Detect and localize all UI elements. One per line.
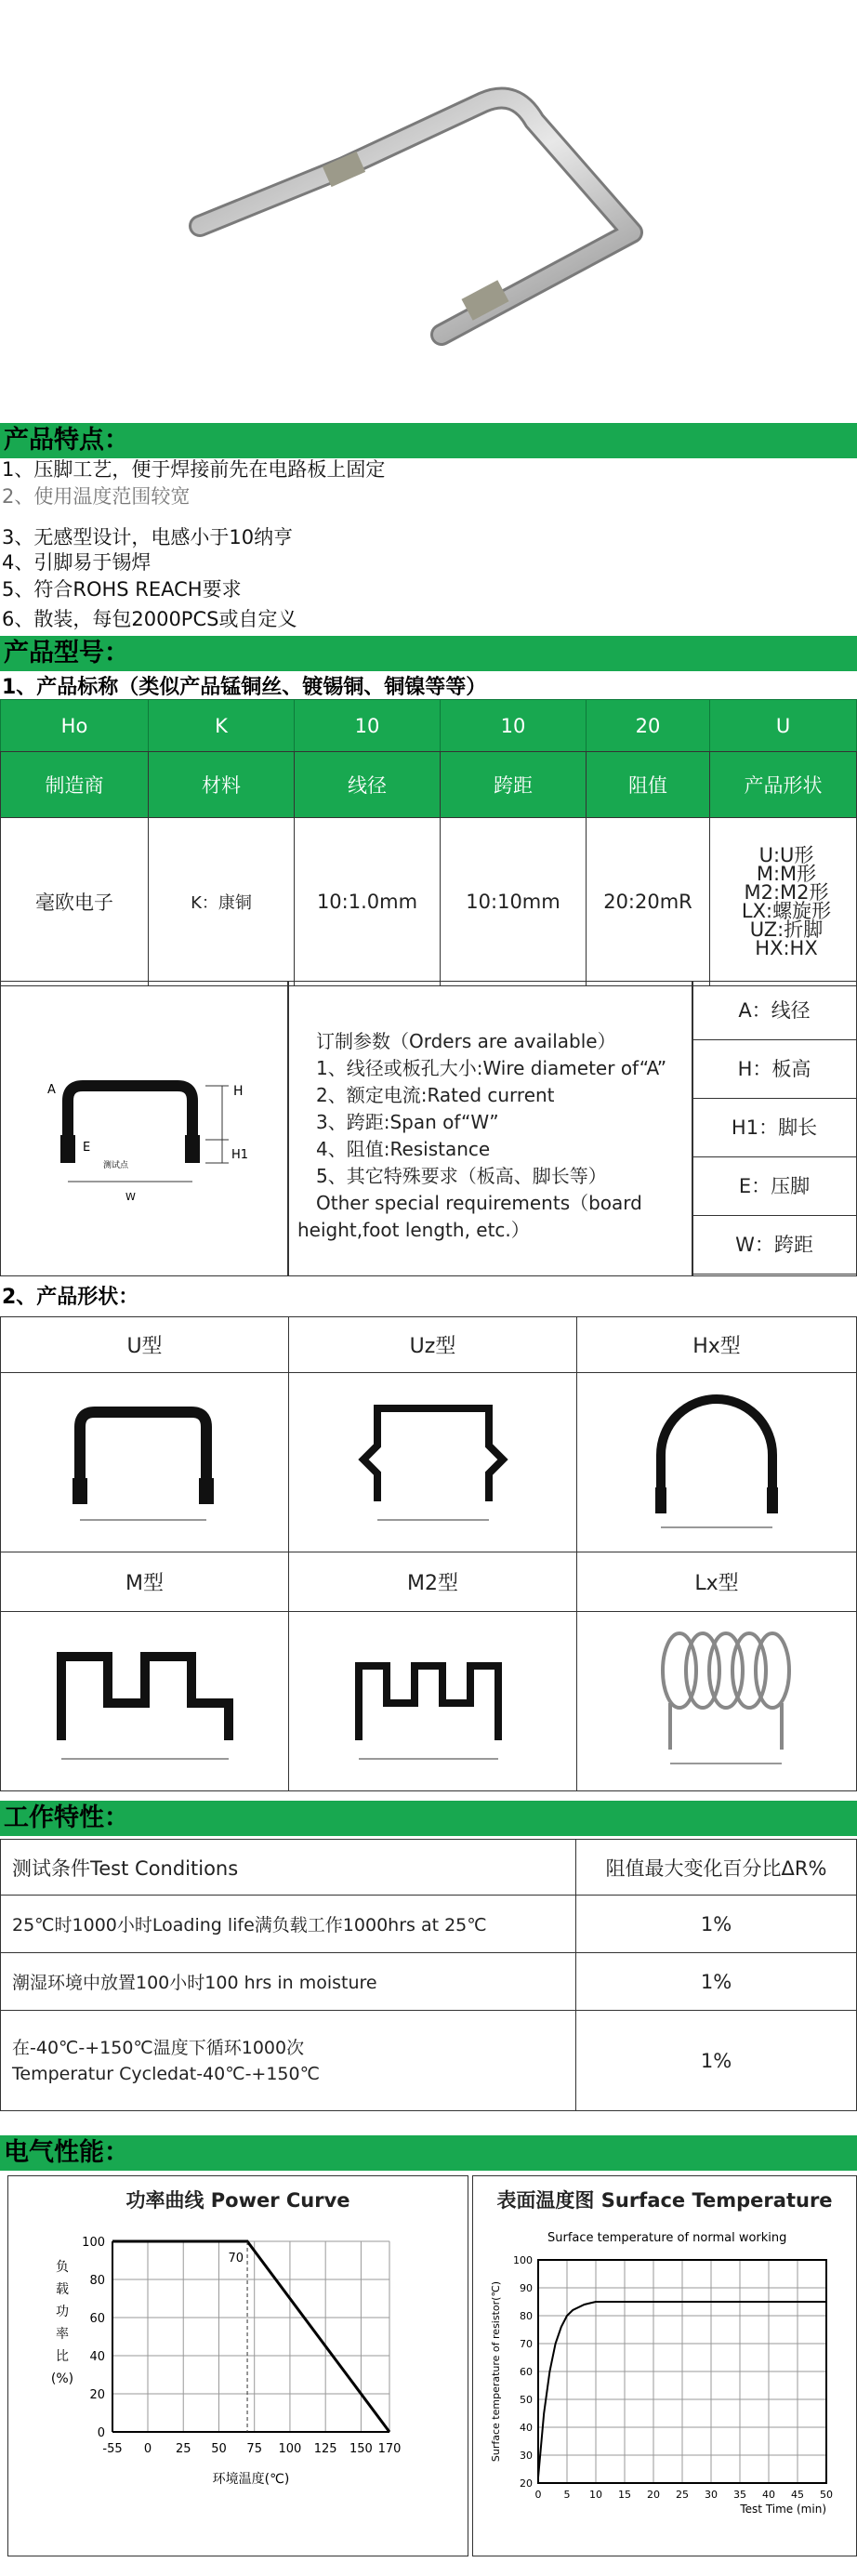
y-tick-label: 60: [89, 2312, 105, 2326]
y-axis-label: 负: [56, 2260, 69, 2275]
legend-item: H1：脚长: [692, 1099, 856, 1157]
order-params: [287, 981, 693, 1276]
code-cell: 20: [587, 700, 710, 753]
x-tick-label: 0: [143, 2442, 152, 2456]
test-point: 测试点: [103, 1161, 129, 1170]
value-cell: 20:20mR: [587, 818, 710, 986]
header-cell: 阻值: [587, 752, 710, 818]
y-tick-label: 70: [520, 2338, 533, 2350]
power-curve-title: 功率曲线 Power Curve: [125, 2189, 350, 2212]
feature-item: 3、无感型设计，电感小于10纳亨: [2, 526, 294, 548]
y-tick-label: 90: [520, 2282, 533, 2294]
shape-name: Uz型: [289, 1317, 577, 1373]
perf-value: 1%: [576, 2011, 857, 2111]
perf-cond: Temperatur Cycledat-40℃-+150℃: [12, 2063, 320, 2084]
shape-list-item: LX:螺旋形: [741, 900, 832, 922]
y-tick-label: 100: [513, 2254, 533, 2266]
performance-title: 工作特性：: [0, 1801, 857, 1836]
u-shape-dimension-diagram: [0, 981, 289, 1276]
y-tick-label: 30: [520, 2450, 533, 2462]
order-param: 3、跨距:Span of“W”: [316, 1111, 499, 1133]
y-axis-label: (%): [50, 2371, 74, 2386]
model-code-row: [0, 699, 857, 753]
order-param: 4、阻值:Resistance: [316, 1138, 491, 1160]
x-tick-label: 20: [647, 2489, 660, 2501]
y-tick-label: 40: [89, 2350, 105, 2364]
legend-item: E：压脚: [692, 1157, 856, 1216]
y-axis-label: 比: [56, 2349, 69, 2364]
order-params-title: 订制参数（Orders are available）: [316, 1030, 616, 1052]
y-tick-label: 60: [520, 2366, 533, 2378]
y-tick-label: 80: [89, 2274, 105, 2288]
x-axis-label: 环境温度(℃): [212, 2472, 290, 2487]
dim-e: E: [83, 1141, 91, 1155]
surface-temp-chart: [473, 2213, 856, 2557]
order-param: 5、其它特殊要求（板高、脚长等）: [316, 1165, 607, 1187]
order-param: 2、额定电流:Rated current: [316, 1084, 555, 1106]
power-curve-line: [112, 2241, 389, 2432]
product-photo: [0, 0, 857, 416]
feature-item: 2、使用温度范围较宽: [2, 485, 191, 508]
x-axis-label: Test Time (min): [740, 2503, 826, 2516]
y-axis-label: 功: [56, 2305, 69, 2319]
surface-temp-panel: [472, 2175, 857, 2556]
annotation-label: 70: [228, 2252, 244, 2266]
header-cell: 线径: [295, 752, 441, 818]
value-cell: K：康铜: [149, 818, 295, 986]
shape-list-item: U:U形: [758, 844, 814, 866]
x-tick-label: 30: [705, 2489, 718, 2501]
lx-shape-drawing: [577, 1612, 857, 1791]
legend-item: W：跨距: [692, 1216, 856, 1275]
x-tick-label: 75: [246, 2442, 262, 2456]
x-tick-label: 25: [175, 2442, 191, 2456]
model-selection-table: [0, 751, 857, 986]
dim-w: W: [125, 1191, 136, 1203]
uz-shape-drawing: [289, 1373, 577, 1552]
code-cell: 10: [295, 700, 441, 753]
order-param: height,foot length, etc.）: [297, 1219, 530, 1241]
chart-subtitle: Surface temperature of normal working: [547, 2231, 787, 2245]
dim-a: A: [47, 1083, 56, 1097]
y-axis-label: Surface temperature of resistor(℃): [490, 2280, 502, 2463]
perf-cond: 25℃时1000小时Loading life满负载工作1000hrs at 25℃: [1, 1896, 576, 1953]
perf-value: 1%: [576, 1896, 857, 1953]
x-tick-label: 10: [589, 2489, 602, 2501]
perf-header: 阻值最大变化百分比ΔR%: [576, 1840, 857, 1896]
shape-name: Hx型: [577, 1317, 857, 1373]
y-tick-label: 50: [520, 2394, 533, 2406]
dim-h1: H1: [231, 1148, 249, 1162]
y-tick-label: 20: [89, 2388, 105, 2402]
y-axis-label: 率: [56, 2327, 69, 2342]
order-param: 1、线径或板孔大小:Wire diameter of“A”: [316, 1057, 667, 1079]
code-cell: K: [149, 700, 295, 753]
value-cell: 10:10mm: [441, 818, 587, 986]
x-tick-label: 25: [676, 2489, 689, 2501]
power-curve-panel: [7, 2175, 468, 2556]
shapes-title: 2、产品形状：: [2, 1286, 139, 1309]
x-tick-label: 0: [534, 2489, 542, 2501]
m2-shape-drawing: [289, 1612, 577, 1791]
shape-list-item: UZ:折脚: [749, 918, 824, 941]
u-shape-drawing: [1, 1373, 289, 1552]
feature-item: 1、压脚工艺，便于焊接前先在电路板上固定: [2, 458, 386, 481]
feature-item: 5、符合ROHS REACH要求: [2, 578, 242, 601]
performance-table: [0, 1839, 857, 2111]
y-tick-label: 0: [97, 2426, 105, 2440]
shape-list: [710, 818, 857, 986]
code-cell: 10: [441, 700, 587, 753]
legend-item: H：板高: [692, 1040, 856, 1099]
header-cell: 产品形状: [710, 752, 857, 818]
perf-header: 测试条件Test Conditions: [1, 1840, 576, 1896]
x-tick-label: 45: [791, 2489, 804, 2501]
features-title: 产品特点：: [0, 423, 857, 458]
shape-list-item: HX:HX: [755, 937, 818, 959]
header-cell: 材料: [149, 752, 295, 818]
legend-item: A：线径: [692, 982, 856, 1040]
surface-temp-title: 表面温度图 Surface Temperature: [496, 2189, 833, 2212]
shape-name: M2型: [289, 1552, 577, 1612]
code-cell: Ho: [1, 700, 149, 753]
x-tick-label: 35: [733, 2489, 746, 2501]
order-param: Other special requirements（board: [316, 1192, 642, 1214]
x-tick-label: 100: [278, 2442, 302, 2456]
perf-value: 1%: [576, 1953, 857, 2011]
code-cell: U: [710, 700, 857, 753]
y-axis-label: 载: [56, 2282, 69, 2297]
x-tick-label: 5: [563, 2489, 571, 2501]
shape-name: M型: [1, 1552, 289, 1612]
hx-shape-drawing: [577, 1373, 857, 1552]
x-tick-label: 15: [618, 2489, 631, 2501]
shape-list-item: M:M形: [756, 863, 817, 885]
x-tick-label: 50: [820, 2489, 833, 2501]
x-tick-label: -55: [102, 2442, 123, 2456]
y-tick-label: 80: [520, 2310, 533, 2322]
header-cell: 制造商: [1, 752, 149, 818]
x-tick-label: 170: [377, 2442, 402, 2456]
x-tick-label: 150: [349, 2442, 373, 2456]
m-shape-drawing: [1, 1612, 289, 1791]
header-cell: 跨距: [441, 752, 587, 818]
electrical-title: 电气性能：: [0, 2135, 857, 2171]
x-tick-label: 50: [211, 2442, 227, 2456]
feature-item: 4、引脚易于锡焊: [2, 551, 152, 574]
shapes-table: [0, 1316, 857, 1791]
y-tick-label: 40: [520, 2422, 533, 2434]
perf-cond: 潮湿环境中放置100小时100 hrs in moisture: [1, 1953, 576, 2011]
model-title: 产品型号：: [0, 636, 857, 671]
power-curve-chart: [8, 2213, 468, 2557]
value-cell: 10:1.0mm: [295, 818, 441, 986]
x-tick-label: 125: [313, 2442, 337, 2456]
shape-name: U型: [1, 1317, 289, 1373]
dimension-legend: [692, 981, 857, 1276]
y-tick-label: 20: [520, 2477, 533, 2490]
shape-name: Lx型: [577, 1552, 857, 1612]
perf-cond: 在-40℃-+150℃温度下循环1000次: [12, 2037, 305, 2058]
shape-list-item: M2:M2形: [744, 881, 829, 904]
y-tick-label: 100: [82, 2236, 105, 2250]
x-tick-label: 40: [762, 2489, 775, 2501]
feature-item: 6、散装，每包2000PCS或自定义: [2, 608, 297, 630]
dim-h: H: [233, 1084, 244, 1099]
value-cell: 毫欧电子: [1, 818, 149, 986]
model-subtitle: 1、产品标称（类似产品锰铜丝、镀锡铜、铜镍等等）: [2, 676, 487, 699]
